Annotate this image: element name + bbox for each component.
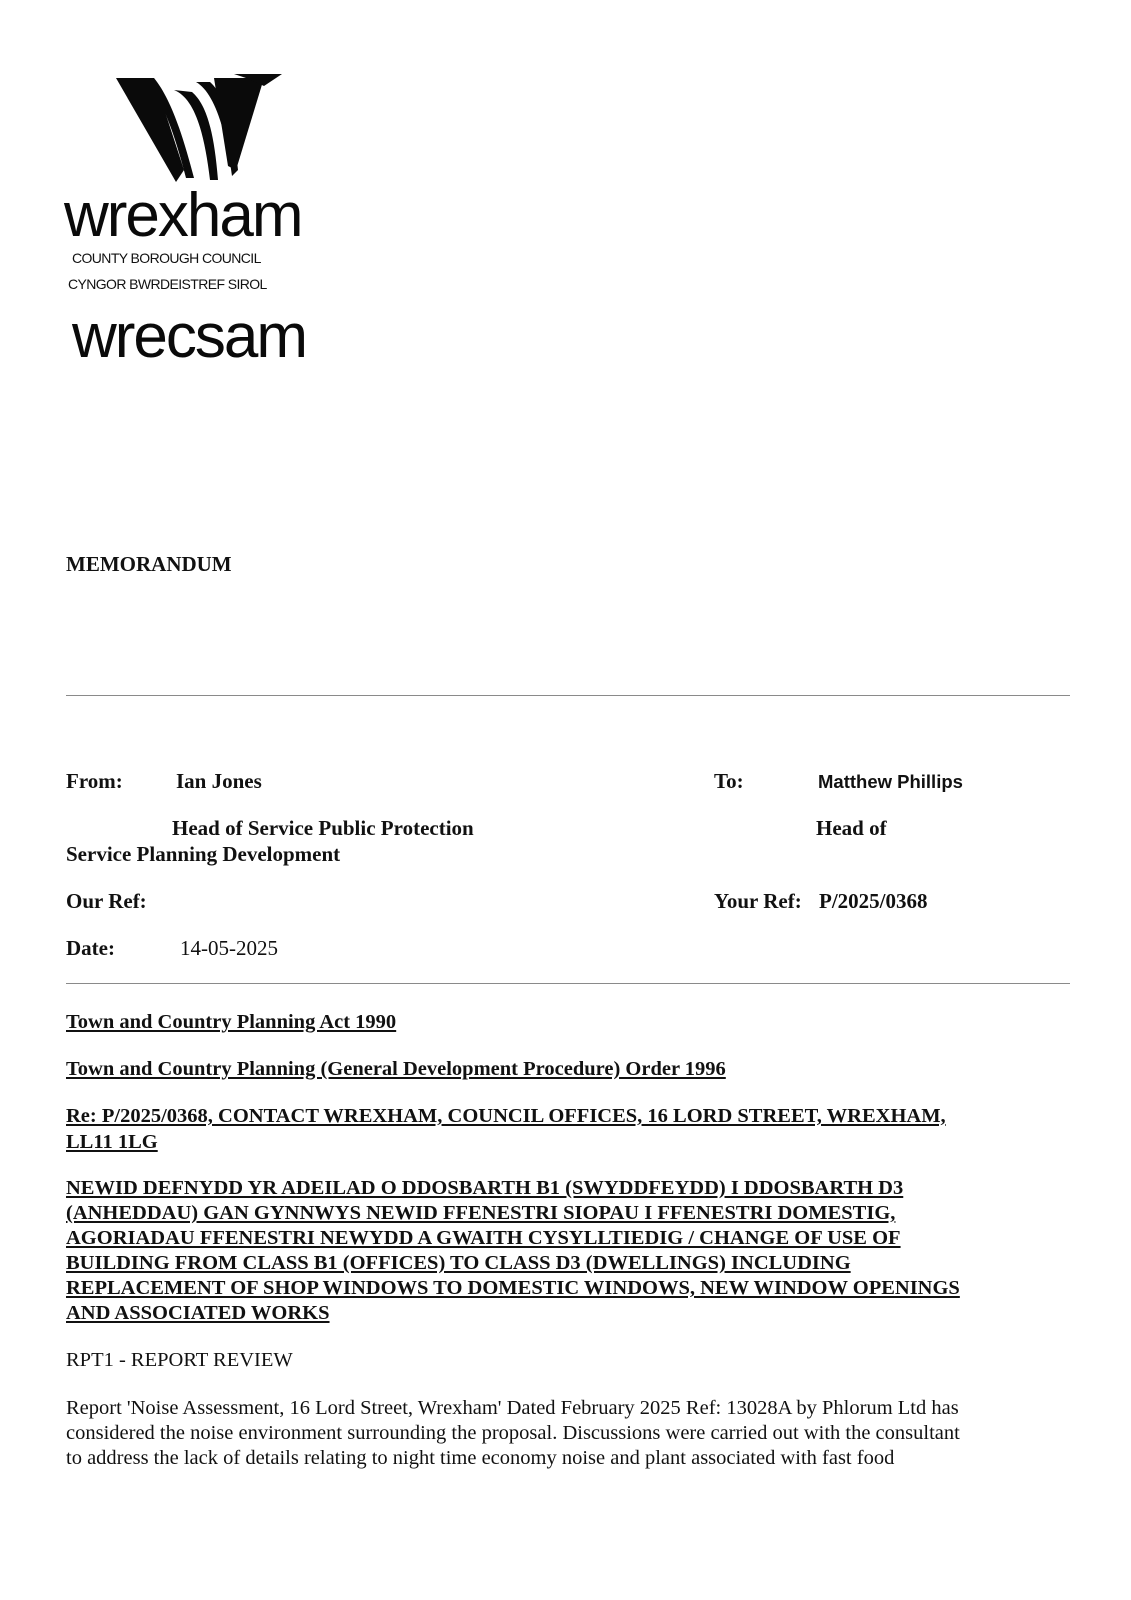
logo-subtitle-english: COUNTY BOROUGH COUNCIL bbox=[72, 250, 261, 266]
from-label: From: bbox=[66, 769, 123, 793]
re-line bbox=[66, 1103, 1076, 1155]
header-divider-top bbox=[66, 695, 1070, 696]
re-line-1: Re: P/2025/0368, CONTACT WREXHAM, COUNCIL OFFICES, 16 LORD STREET, WREXHAM, bbox=[66, 1105, 946, 1127]
order-heading: Town and Country Planning (General Development Procedure) Order 1996 bbox=[66, 1058, 726, 1080]
council-logo bbox=[64, 70, 307, 371]
your-ref-label: Your Ref: bbox=[714, 889, 802, 913]
logo-wordmark-welsh: wrecsam bbox=[72, 302, 307, 371]
wrexham-w-emblem-icon bbox=[114, 70, 284, 190]
report-paragraph bbox=[66, 1396, 1076, 1471]
your-ref-value: P/2025/0368 bbox=[819, 889, 928, 913]
paragraph-line: to address the lack of details relating to night time economy noise and plant associated with fast food bbox=[66, 1447, 895, 1469]
memo-title: MEMORANDUM bbox=[66, 552, 232, 576]
proposal-line: REPLACEMENT OF SHOP WINDOWS TO DOMESTIC WINDOWS, NEW WINDOW OPENINGS bbox=[66, 1277, 960, 1299]
paragraph-line: considered the noise environment surrounding the proposal. Discussions were carried out with the consultant bbox=[66, 1422, 960, 1444]
logo-subtitle-welsh: CYNGOR BWRDEISTREF SIROL bbox=[68, 276, 267, 292]
logo-wordmark-english: wrexham bbox=[64, 181, 302, 250]
to-label: To: bbox=[714, 769, 744, 793]
from-name: Ian Jones bbox=[176, 769, 262, 793]
proposal-line: BUILDING FROM CLASS B1 (OFFICES) TO CLASS D3 (DWELLINGS) INCLUDING bbox=[66, 1252, 851, 1274]
proposal-description bbox=[66, 1176, 1076, 1326]
act-heading: Town and Country Planning Act 1990 bbox=[66, 1011, 397, 1033]
header-divider-bottom bbox=[66, 983, 1070, 984]
re-line-2: LL11 1LG bbox=[66, 1131, 158, 1153]
proposal-line: AGORIADAU FFENESTRI NEWYDD A GWAITH CYSYLLTIEDIG / CHANGE OF USE OF bbox=[66, 1227, 901, 1249]
date-label: Date: bbox=[66, 936, 115, 960]
proposal-line: (ANHEDDAU) GAN GYNNWYS NEWID FFENESTRI SIOPAU I FFENESTRI DOMESTIG, bbox=[66, 1202, 896, 1224]
from-role-line1: Head of Service Public Protection bbox=[172, 816, 474, 840]
paragraph-line: Report 'Noise Assessment, 16 Lord Street, Wrexham' Dated February 2025 Ref: 13028A by Phlorum Ltd has bbox=[66, 1397, 959, 1419]
proposal-line: NEWID DEFNYDD YR ADEILAD O DDOSBARTH B1 (SWYDDFEYDD) I DDOSBARTH D3 bbox=[66, 1177, 904, 1199]
proposal-line: AND ASSOCIATED WORKS bbox=[66, 1302, 330, 1324]
date-value: 14-05-2025 bbox=[180, 936, 278, 960]
our-ref-label: Our Ref: bbox=[66, 889, 147, 913]
to-role: Head of bbox=[816, 816, 887, 840]
from-role-line2: Service Planning Development bbox=[66, 842, 341, 866]
section-title: RPT1 - REPORT REVIEW bbox=[66, 1349, 293, 1371]
to-name: Matthew Phillips bbox=[818, 771, 963, 792]
